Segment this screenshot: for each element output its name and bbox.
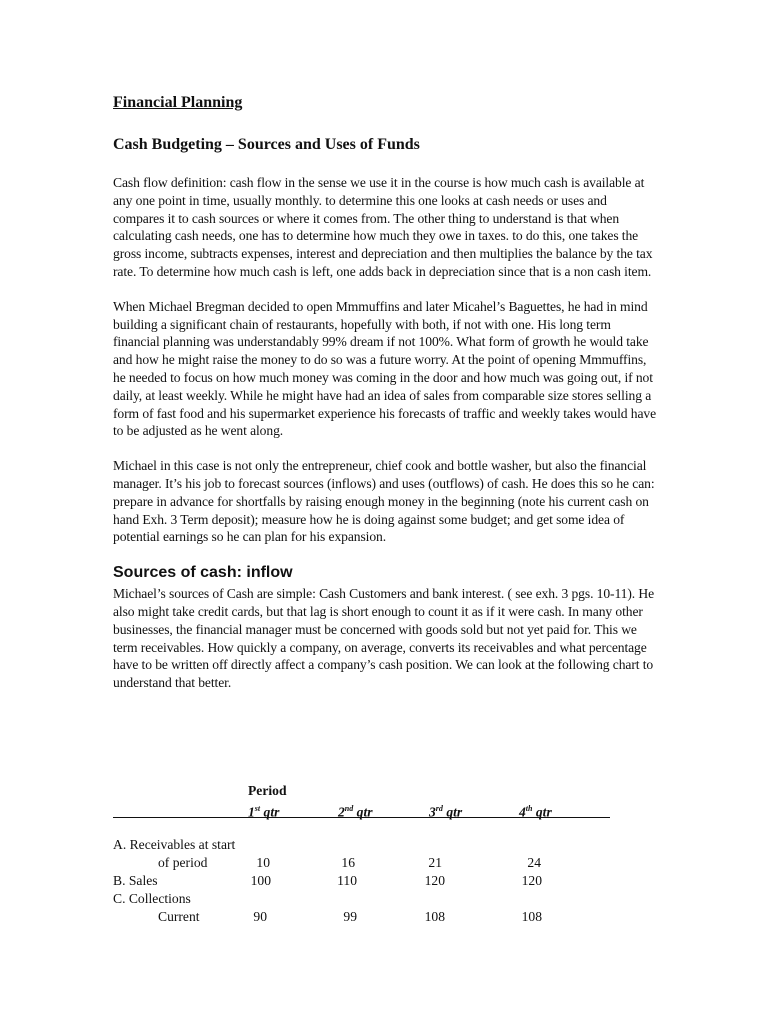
paragraph-financial-manager: Michael in this case is not only the entrepreneur, chief cook and bottle washer, but also the financial manager. It’s his job to forecast sources (inflows) and uses (outflows) of cash. He does this so he can: prepare in advance for shortfalls by raising enough money in the beginning (note his current cash on hand Exh. 3 Term deposit); measure how he is doing against some budget; and get some idea of potential earnings so he can plan for his expansion. bbox=[113, 458, 655, 545]
row-label-current: Current bbox=[158, 909, 200, 924]
quarter-header-3: 3rd qtr bbox=[429, 804, 463, 820]
row-label-sales: B. Sales bbox=[113, 873, 158, 888]
paragraph-sources-of-cash: Michael’s sources of Cash are simple: Cash Customers and bank interest. ( see exh. 3 pgs. 10-11). He also might take credit cards, but that lag is short enough to count it as if it were cash. In many other businesses, the financial manager must be concerned with goods sold but not yet paid for. This we term receivables. How quickly a company, on average, converts its receivables and what percentage have to be written off directly affect a company’s cash position. We can look at the following chart to understand that better. bbox=[113, 586, 655, 691]
cell-sales-q4: 120 bbox=[521, 873, 542, 888]
period-label: Period bbox=[248, 783, 287, 798]
cell-receivables-q2: 16 bbox=[341, 855, 355, 870]
cell-sales-q3: 120 bbox=[424, 873, 445, 888]
paragraph-cash-flow-definition: Cash flow definition: cash flow in the sense we use it in the course is how much cash is available at any one point in time, usually monthly. to determine this one looks at cash needs or uses and compares it to cash sources or where it comes from. The other thing to understand is that when calculating cash needs, one has to determine how much they owe in taxes. to do this, one takes the gross income, subtracts expenses, interest and depreciation and then multiplies the balance by the tax rate. To determine how much cash is left, one adds back in depreciation since that is a non cash item. bbox=[113, 175, 653, 279]
cell-sales-q2: 110 bbox=[337, 873, 357, 888]
cell-receivables-q1: 10 bbox=[256, 855, 270, 870]
cell-current-q2: 99 bbox=[343, 909, 357, 924]
quarter-header-1: 1st qtr bbox=[248, 804, 280, 820]
cell-current-q4: 108 bbox=[521, 909, 542, 924]
document-title: Financial Planning bbox=[113, 94, 243, 111]
document-page bbox=[113, 92, 658, 692]
cell-current-q1: 90 bbox=[253, 909, 267, 924]
quarter-header-4: 4th qtr bbox=[519, 804, 552, 820]
quarter-header-2: 2nd qtr bbox=[338, 804, 373, 820]
cell-current-q3: 108 bbox=[424, 909, 445, 924]
row-label-receivables: A. Receivables at start bbox=[113, 837, 236, 852]
cell-receivables-q4: 24 bbox=[527, 855, 541, 870]
sources-heading: Sources of cash: inflow bbox=[113, 564, 293, 582]
paragraph-michael-bregman: When Michael Bregman decided to open Mmmuffins and later Micahel’s Baguettes, he had in mind building a significant chain of restaurants, hopefully with both, if not with one. His long term financial planning was understandably 99% dream if not 100%. What form of growth he would take and how he might raise the money to do so was a future worry. At the point of opening Mmmuffins, he needed to focus on how much money was coming in the door and how much was going out, if not daily, at least weekly. While he might have had an idea of sales from comparable size stores selling a form of fast food and his supermarket experience his forecasts of traffic and weekly takes would have to be adjusted as he went along. bbox=[113, 298, 657, 439]
header-rule bbox=[113, 817, 610, 818]
row-label-collections: C. Collections bbox=[113, 891, 191, 906]
section-title: Cash Budgeting – Sources and Uses of Funds bbox=[113, 136, 420, 153]
cell-receivables-q3: 21 bbox=[428, 855, 442, 870]
cell-sales-q1: 100 bbox=[250, 873, 271, 888]
row-label-of-period: of period bbox=[158, 855, 208, 870]
